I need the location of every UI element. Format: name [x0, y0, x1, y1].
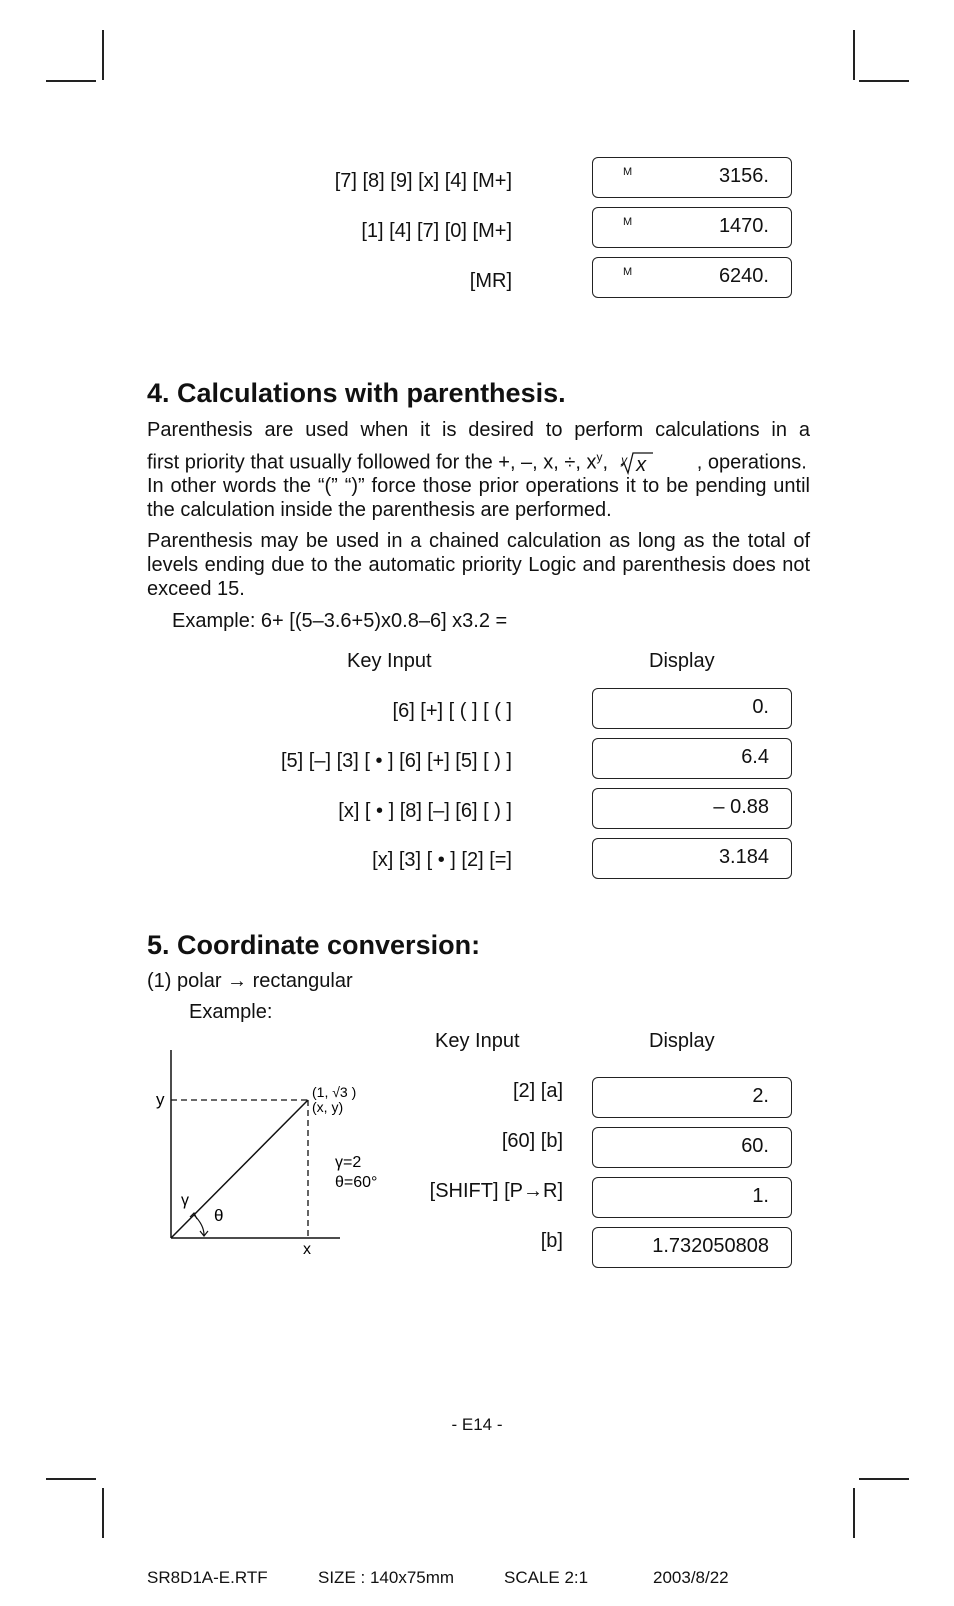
key-input: [5] [–] [3] [ • ] [6] [+] [5] [ ) ] [281, 750, 512, 772]
calculator-display [592, 1177, 792, 1218]
key-input: [6] [+] [ ( ] [ ( ] [392, 700, 512, 722]
display-header: Display [649, 1030, 715, 1052]
root-symbol [619, 451, 653, 476]
point-label: (x, y) [312, 1099, 344, 1115]
display-header: Display [649, 650, 715, 672]
memory-indicator: M [623, 166, 633, 178]
section-heading: 5. Coordinate conversion: [147, 930, 481, 960]
footer-size: SIZE : 140x75mm [318, 1568, 455, 1587]
crop-mark [46, 80, 96, 82]
key-input: [b] [540, 1230, 563, 1252]
key-input: [x] [ • ] [8] [–] [6] [ ) ] [338, 800, 512, 822]
key-input: [60] [b] [501, 1130, 563, 1152]
display-value: 1. [752, 1185, 769, 1207]
gamma-symbol: γ [181, 1192, 189, 1209]
paragraph: In other words the “(” “)” force those prior operations it to be pending until the calculation inside the parenthesis are performed. [147, 475, 810, 521]
page-number: - E14 - [451, 1415, 503, 1434]
calculator-display [592, 257, 792, 298]
theta-symbol: θ [214, 1206, 224, 1225]
theta-value: θ=60° [335, 1174, 378, 1191]
key-input-header: Key Input [347, 650, 432, 672]
display-value: 0. [752, 696, 769, 718]
memory-indicator: M [623, 216, 633, 228]
point-coordinates: (1, √3 ) [312, 1084, 357, 1100]
memory-indicator: M [623, 266, 633, 278]
key-input: [7] [8] [9] [x] [4] [M+] [334, 170, 512, 192]
key-input-header: Key Input [435, 1030, 520, 1052]
key-input: [MR] [469, 270, 512, 292]
calculator-display [592, 207, 792, 248]
calculator-display [592, 157, 792, 198]
footer-file: SR8D1A-E.RTF [147, 1568, 268, 1587]
display-value: 6.4 [741, 746, 769, 768]
paragraph: Parenthesis may be used in a chained calculation as long as the total of levels ending due to the automatic priority Logic and parenthesis does not exceed 15. [147, 530, 810, 600]
root-radicand: x [636, 453, 647, 476]
key-input: [x] [3] [ • ] [2] [=] [372, 849, 512, 871]
example-label: Example: [189, 1001, 273, 1023]
crop-mark [46, 1478, 96, 1480]
display-value: 60. [741, 1135, 769, 1157]
footer-scale: SCALE 2:1 [504, 1568, 589, 1587]
calculator-display [592, 688, 792, 729]
crop-mark [859, 80, 909, 82]
superscript: y [596, 450, 603, 464]
gamma-value: γ=2 [335, 1154, 362, 1171]
calculator-display [592, 1127, 792, 1168]
paragraph: Parenthesis are used when it is desired to perform calculations in a [147, 419, 810, 441]
display-value: 3156. [718, 165, 769, 187]
angle-arc [194, 1215, 204, 1235]
x-axis-label: x [303, 1241, 311, 1258]
radius-line [171, 1100, 308, 1238]
display-value: 1470. [718, 215, 769, 237]
display-value: 1.732050808 [652, 1235, 769, 1257]
crop-mark [102, 30, 104, 80]
display-value: – 0.88 [713, 796, 769, 818]
subsection-title: (1) polar → rectangular [147, 970, 353, 992]
crop-mark [853, 1488, 855, 1538]
section-heading: 4. Calculations with parenthesis. [147, 378, 566, 408]
calculator-display [592, 1227, 792, 1268]
y-axis-label: y [156, 1090, 165, 1109]
crop-mark [102, 1488, 104, 1538]
display-value: 6240. [718, 265, 769, 287]
crop-mark [853, 30, 855, 80]
calculator-display [592, 788, 792, 829]
calculator-display [592, 738, 792, 779]
paragraph-text: , operations. [696, 451, 807, 474]
crop-mark [859, 1478, 909, 1480]
example-line: Example: 6+ [(5–3.6+5)x0.8–6] x3.2 = [172, 610, 508, 632]
paragraph-line: first priority that usually followed for the +, –, x, ÷, $x^y$, y x , operations. [147, 444, 810, 476]
key-input: [SHIFT] [P→R] [429, 1180, 563, 1202]
key-input: [2] [a] [512, 1080, 563, 1102]
calculator-display [592, 838, 792, 879]
display-value: 3.184 [718, 846, 769, 868]
display-value: 2. [752, 1085, 769, 1107]
root-index: y [621, 452, 628, 467]
calculator-display [592, 1077, 792, 1118]
key-input: [1] [4] [7] [0] [M+] [361, 220, 512, 242]
polar-diagram [150, 1045, 390, 1265]
paragraph-text: first priority that usually followed for the +, –, x, ÷, x [147, 451, 597, 474]
footer-date: 2003/8/22 [653, 1568, 729, 1587]
